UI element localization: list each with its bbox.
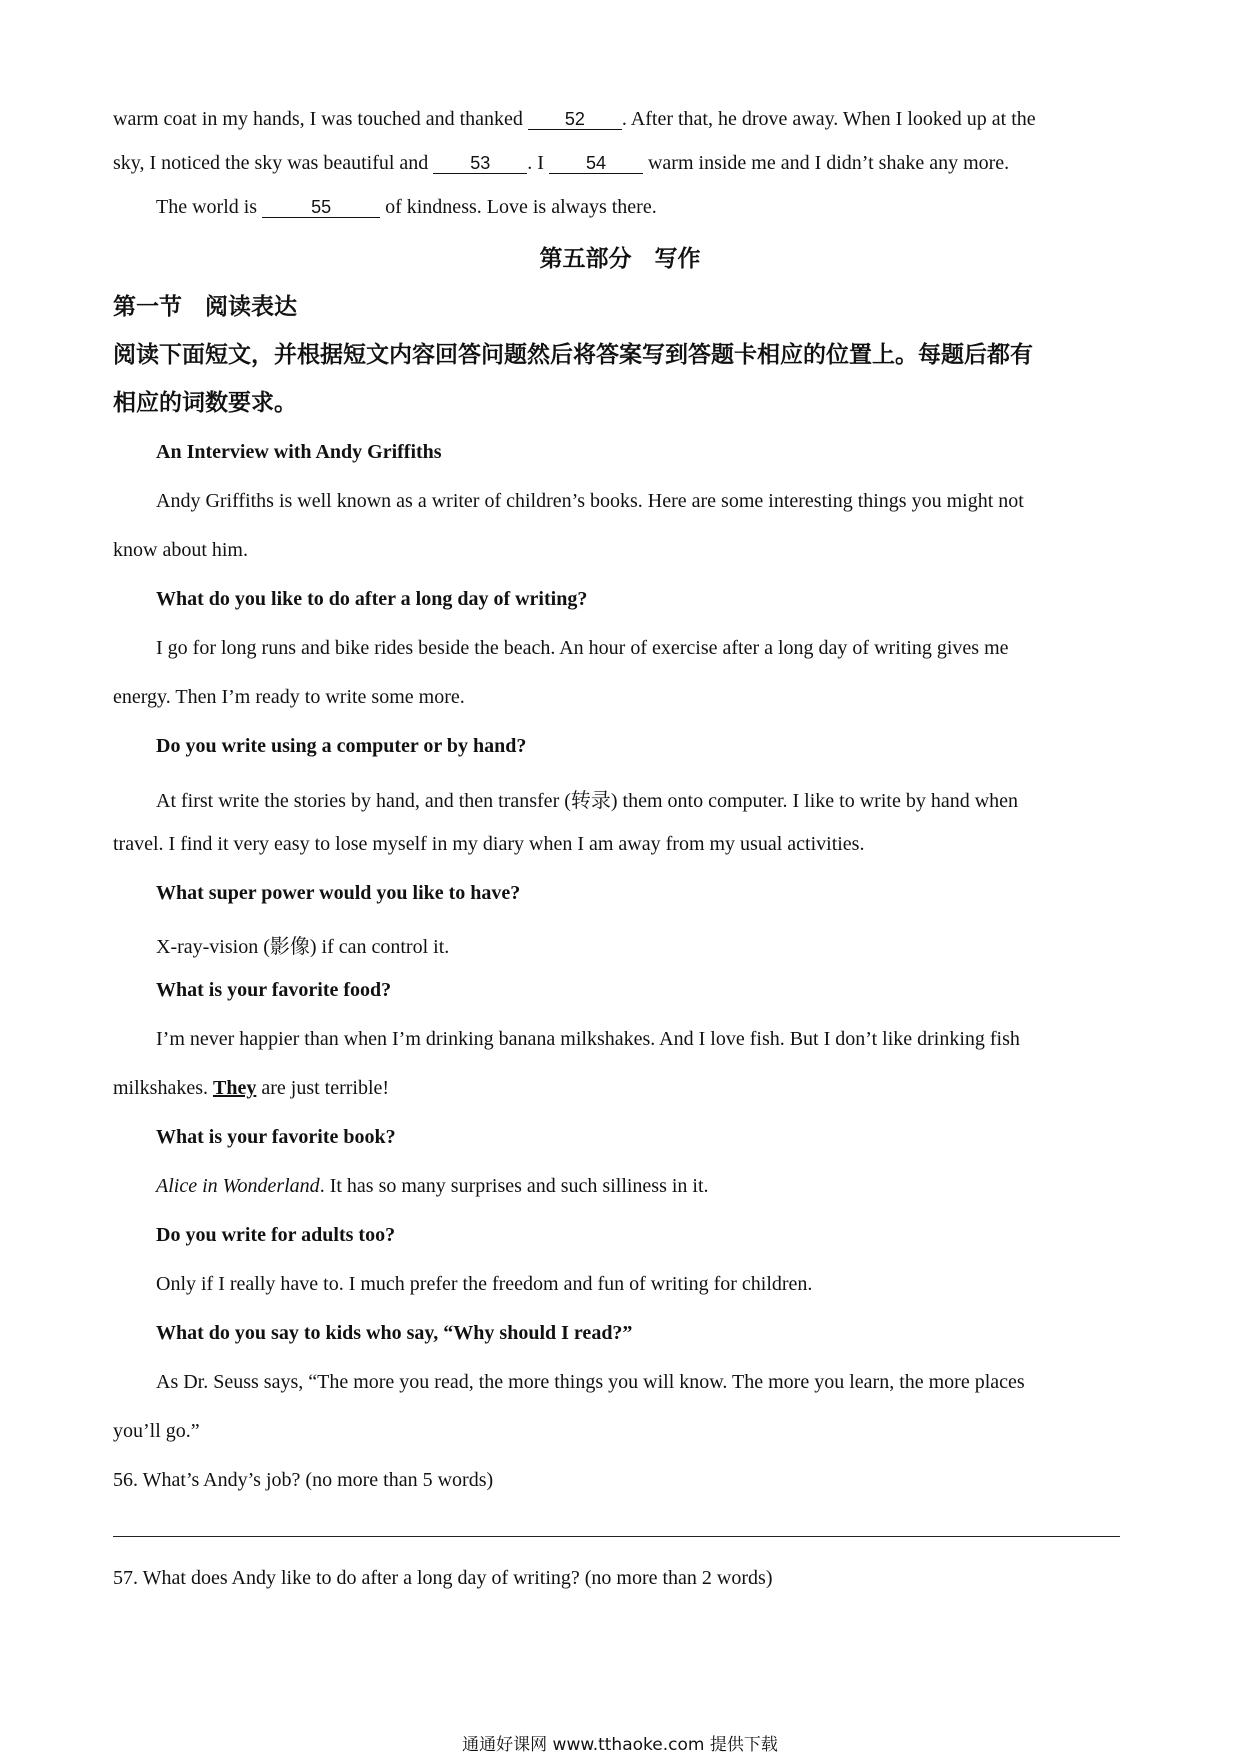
cloze-text: . After that, he drove away. When I looked up at the: [621, 108, 1036, 130]
answer-line-56[interactable]: [113, 1536, 1120, 1537]
cloze-text: . I: [527, 152, 549, 174]
article-title: An Interview with Andy Griffiths: [156, 441, 442, 463]
part-title: 第五部分 写作: [539, 246, 701, 272]
answer-text-part: are just terrible!: [256, 1077, 390, 1099]
question-heading: Do you write for adults too?: [156, 1224, 396, 1246]
answer-text: [156, 1175, 709, 1198]
blank-54: 54: [549, 153, 643, 174]
answer-text: Only if I really have to. I much prefer the freedom and fun of writing for children.: [156, 1273, 813, 1295]
answer-text: I’m never happier than when I’m drinking banana milkshakes. And I love fish. But I don’t like drinking fish: [156, 1028, 1020, 1050]
answer-text: you’ll go.”: [113, 1420, 200, 1442]
cloze-text: warm inside me and I didn’t shake any more.: [642, 152, 1010, 174]
answer-text: As Dr. Seuss says, “The more you read, the more things you will know. The more you learn, the more places: [156, 1371, 1025, 1393]
question-heading: What do you like to do after a long day of writing?: [156, 588, 588, 610]
underlined-word: They: [213, 1077, 257, 1099]
answer-text: I go for long runs and bike rides beside the beach. An hour of exercise after a long day of writing gives me: [156, 637, 1009, 659]
answer-text: At first write the stories by hand, and then transfer (转录) them onto computer. I like to write by hand when: [156, 790, 1019, 812]
cloze-text: sky, I noticed the sky was beautiful and: [113, 152, 434, 174]
article-intro-2: know about him.: [113, 539, 248, 561]
cloze-line-1: [113, 108, 1036, 131]
section-subtitle: 第一节 阅读表达: [113, 294, 297, 320]
cloze-line-2: [113, 152, 1009, 175]
cloze-text: of kindness. Love is always there.: [380, 196, 657, 218]
question-heading: What super power would you like to have?: [156, 882, 521, 904]
book-title: Alice in Wonderland: [156, 1175, 320, 1197]
instructions-line-2: 相应的词数要求。: [113, 390, 297, 416]
blank-55: 55: [262, 197, 380, 218]
answer-text: [113, 1077, 389, 1100]
cloze-text: The world is: [156, 196, 263, 218]
article-intro-1: Andy Griffiths is well known as a writer of children’s books. Here are some interesting things you might not: [156, 490, 1024, 512]
answer-text-part: milkshakes.: [113, 1077, 213, 1099]
instructions-line-1: 阅读下面短文，并根据短文内容回答问题然后将答案写到答题卡相应的位置上。每题后都有: [113, 342, 1033, 368]
answer-text: X-ray-vision (影像) if can control it.: [156, 936, 450, 958]
blank-53: 53: [433, 153, 527, 174]
cloze-text: warm coat in my hands, I was touched and thanked: [113, 108, 528, 130]
question-heading: What do you say to kids who say, “Why should I read?”: [156, 1322, 633, 1344]
question-heading: What is your favorite book?: [156, 1126, 396, 1148]
page-footer: 通通好课网 www.tthaoke.com 提供下载: [462, 1735, 778, 1755]
answer-text: energy. Then I’m ready to write some more.: [113, 686, 465, 708]
blank-52: 52: [528, 109, 622, 130]
answer-text-part: . It has so many surprises and such silliness in it.: [319, 1175, 709, 1197]
question-56: 56. What’s Andy’s job? (no more than 5 words): [113, 1469, 494, 1491]
cloze-line-3: [156, 196, 657, 219]
answer-text: travel. I find it very easy to lose myself in my diary when I am away from my usual activities.: [113, 833, 865, 855]
question-heading: What is your favorite food?: [156, 979, 392, 1001]
question-heading: Do you write using a computer or by hand?: [156, 735, 527, 757]
question-57: 57. What does Andy like to do after a long day of writing? (no more than 2 words): [113, 1567, 773, 1589]
